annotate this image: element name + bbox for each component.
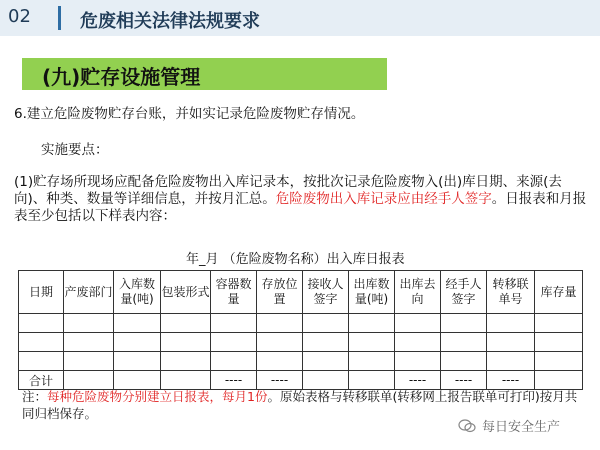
header-cell: 包装形式 <box>161 271 211 314</box>
header-title: 危废相关法律法规要求 <box>80 11 260 32</box>
table-row <box>19 352 583 371</box>
header-cell: 转移联单号 <box>487 271 535 314</box>
wechat-icon <box>458 419 476 433</box>
paragraph-red-emphasis: 危险废物出入库记录应由经手人签字 <box>275 191 492 207</box>
header-cell: 容器数量 <box>211 271 257 314</box>
header-divider <box>58 6 61 30</box>
total-dash: ---- <box>211 371 257 390</box>
paragraph-part1: (1)贮存场所现场应配备危险废物出入库记录本，按批次记录危险废物入(出)库日期、来源(去向)、种类、数量等详细信息，并按月汇总。 <box>14 174 562 207</box>
watermark-text: 每日安全生产 <box>482 420 561 435</box>
subheading: 实施要点： <box>41 142 109 158</box>
note-prefix: 注： <box>22 389 48 404</box>
header-cell: 产废部门 <box>64 271 114 314</box>
table-header-row <box>19 271 583 314</box>
table-title: 年_月 （危险废物名称）出入库日报表 <box>186 252 405 267</box>
header-cell: 经手人签字 <box>441 271 487 314</box>
note-red-emphasis: 每种危险废物分别建立日报表，每月1份 <box>47 389 268 404</box>
header-cell: 库存量 <box>535 271 583 314</box>
watermark <box>458 416 560 435</box>
header-cell: 日期 <box>19 271 64 314</box>
section-title: (九)贮存设施管理 <box>42 65 201 89</box>
requirement-paragraph <box>14 174 594 225</box>
paragraph-part3: 。日报表和月报表至少包括以下样表内容： <box>14 191 587 224</box>
table-row <box>19 333 583 352</box>
header-cell: 接收人签字 <box>303 271 349 314</box>
header-cell: 出库数量(吨) <box>349 271 395 314</box>
daily-report-table <box>18 270 583 390</box>
total-label: 合计 <box>19 371 64 390</box>
total-dash: ---- <box>487 371 535 390</box>
header-cell: 出库去向 <box>395 271 441 314</box>
slide-header <box>0 0 600 36</box>
table-row <box>19 314 583 333</box>
section-number: 02 <box>8 6 31 27</box>
total-dash: ---- <box>257 371 303 390</box>
item-6-text: 6.建立危险废物贮存台账，并如实记录危险废物贮存情况。 <box>14 106 365 122</box>
note-rest: 。原始表格与转移联单(转移网上报告联单可打印)按月共同归档保存。 <box>22 389 578 421</box>
header-cell: 入库数量(吨) <box>114 271 161 314</box>
table-total-row <box>19 371 583 390</box>
total-dash: ---- <box>395 371 441 390</box>
total-dash: ---- <box>441 371 487 390</box>
header-cell: 存放位置 <box>257 271 303 314</box>
